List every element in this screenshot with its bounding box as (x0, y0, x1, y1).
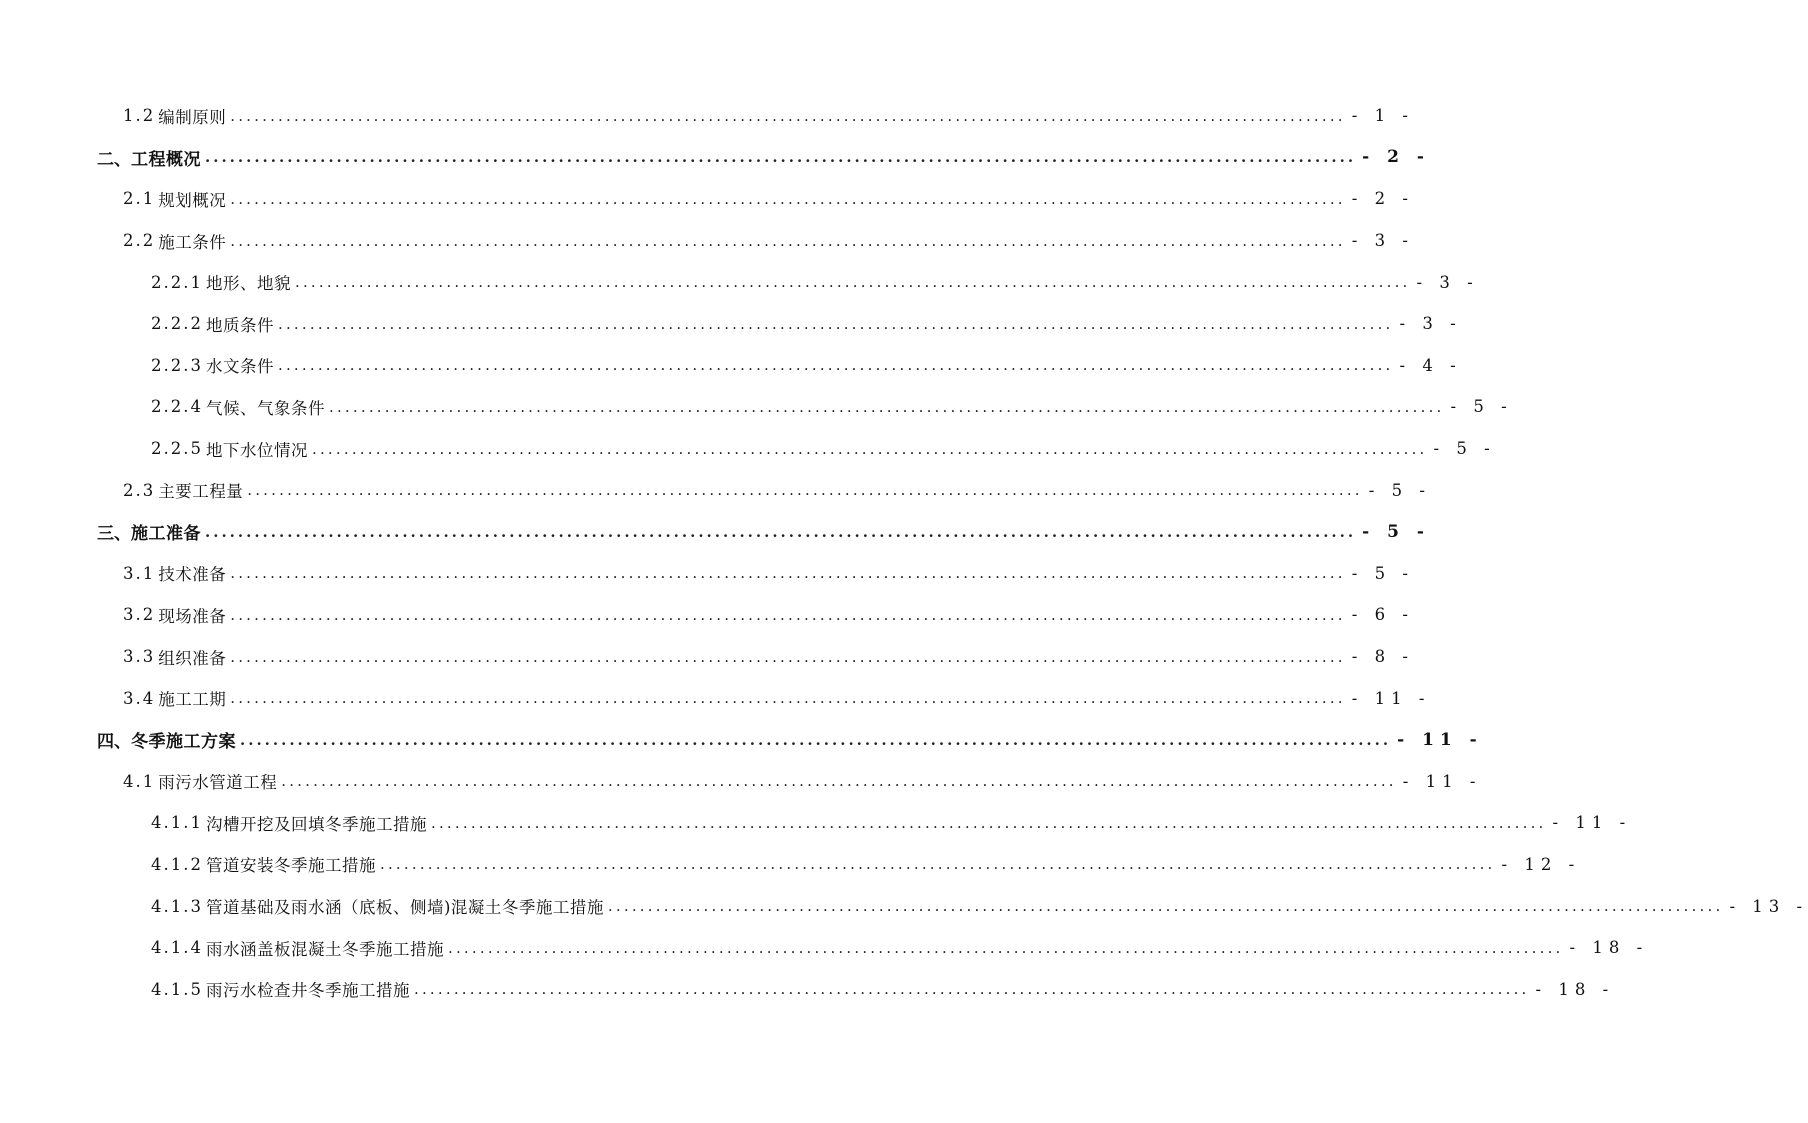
dot-leader: ............................................................................................................................................ (230, 689, 1346, 708)
toc-entry-page-number: - 11 - (1351, 688, 1431, 708)
toc-entry-number: 3.1 (123, 563, 156, 583)
toc-entry-page-number: - 3 - (1399, 314, 1462, 334)
toc-entry[interactable] (0, 719, 1483, 761)
dot-leader: ............................................................................................................................................ (230, 189, 1346, 208)
toc-entry[interactable] (0, 677, 1431, 719)
toc-entry[interactable] (0, 885, 1808, 927)
toc-entry-page-number: - 2 - (1351, 189, 1414, 209)
dot-leader: ............................................................................................................................................ (277, 314, 1394, 333)
dot-leader: ............................................................................................................................................ (247, 481, 1363, 500)
toc-entry-number: 2.2.1 (151, 272, 203, 292)
toc-entry[interactable] (0, 261, 1479, 303)
toc-entry-number: 2.2.2 (151, 314, 203, 334)
toc-entry-title: 雨水涵盖板混凝土冬季施工措施 (205, 939, 444, 959)
toc-entry-page-number: - 3 - (1416, 272, 1479, 292)
toc-entry-title: 冬季施工方案 (131, 732, 236, 753)
toc-entry[interactable] (0, 95, 1414, 137)
toc-entry[interactable] (0, 968, 1615, 1010)
toc-entry-title: 管道基础及雨水涵（底板、侧墙)混凝土冬季施工措施 (205, 898, 604, 918)
toc-entry-title: 雨污水管道工程 (158, 773, 278, 793)
toc-entry-page-number: - 5 - (1433, 439, 1496, 459)
toc-entry[interactable] (0, 428, 1496, 470)
dot-leader: ............................................................................................................................................ (277, 356, 1394, 375)
toc-entry-title: 规划概况 (158, 190, 227, 210)
toc-entry-title: 沟槽开挖及回填冬季施工措施 (205, 814, 427, 834)
toc-entry[interactable] (0, 137, 1430, 179)
toc-entry[interactable] (0, 303, 1462, 345)
toc-entry[interactable] (0, 927, 1649, 969)
toc-entry-number: 4.1.5 (151, 979, 203, 999)
dot-leader: ............................................................................................................................................ (413, 980, 1530, 999)
dot-leader: ............................................................................................................................................ (230, 605, 1346, 624)
toc-entry-number: 4.1 (123, 771, 156, 791)
toc-entry-number: 2.2.4 (151, 397, 203, 417)
toc-entry[interactable] (0, 469, 1431, 511)
dot-leader: ............................................................................................................................................ (230, 106, 1346, 125)
toc-entry[interactable] (0, 511, 1430, 553)
toc-entry-number: 4.1.4 (151, 938, 203, 958)
toc-entry-title: 地形、地貌 (205, 274, 291, 294)
toc-entry-number: 2.2.5 (151, 439, 203, 459)
dot-leader: ............................................................................................................................................ (205, 522, 1357, 541)
toc-entry-title: 雨污水检查井冬季施工措施 (205, 981, 410, 1001)
toc-entry-title: 施工准备 (131, 524, 201, 545)
table-of-contents (0, 95, 1808, 1010)
dot-leader: ............................................................................................................................................ (240, 730, 1392, 749)
toc-entry-title: 工程概况 (131, 149, 201, 170)
toc-entry-title: 组织准备 (158, 648, 227, 668)
dot-leader: ............................................................................................................................................ (205, 148, 1357, 167)
toc-entry-number: 2.3 (123, 480, 156, 500)
toc-entry-title: 施工条件 (158, 232, 227, 252)
toc-entry-page-number: - 11 - (1397, 729, 1483, 750)
dot-leader: ............................................................................................................................................ (230, 564, 1346, 583)
toc-entry[interactable] (0, 553, 1414, 595)
toc-entry-page-number: - 12 - (1501, 854, 1581, 874)
toc-entry-title: 主要工程量 (158, 482, 244, 502)
toc-entry-title: 地质条件 (205, 315, 274, 335)
toc-entry-number: 2.2.3 (151, 355, 203, 375)
dot-leader: ............................................................................................................................................ (328, 397, 1445, 416)
dot-leader: ............................................................................................................................................ (607, 897, 1724, 916)
toc-entry-page-number: - 5 - (1362, 521, 1430, 542)
toc-entry-number: 二、 (97, 149, 131, 170)
toc-entry-page-number: - 13 - (1729, 896, 1808, 916)
toc-entry-title: 施工工期 (158, 690, 227, 710)
toc-entry-title: 水文条件 (205, 357, 274, 377)
toc-entry-page-number: - 18 - (1535, 979, 1615, 999)
toc-entry[interactable] (0, 844, 1581, 886)
toc-entry-page-number: - 18 - (1569, 938, 1649, 958)
toc-entry-number: 1.2 (123, 106, 156, 126)
toc-entry[interactable] (0, 178, 1414, 220)
toc-entry-number: 四、 (97, 732, 131, 753)
toc-entry-number: 2.2 (123, 231, 156, 251)
dot-leader: ............................................................................................................................................ (430, 813, 1547, 832)
toc-entry[interactable] (0, 636, 1414, 678)
toc-entry-page-number: - 11 - (1552, 813, 1632, 833)
toc-entry-page-number: - 5 - (1351, 563, 1414, 583)
dot-leader: ............................................................................................................................................ (230, 231, 1346, 250)
toc-entry-title: 地下水位情况 (205, 440, 308, 460)
toc-entry-page-number: - 11 - (1402, 771, 1482, 791)
toc-entry-number: 2.1 (123, 189, 156, 209)
toc-entry-number: 3.4 (123, 688, 156, 708)
dot-leader: ............................................................................................................................................ (447, 938, 1564, 957)
toc-entry-number: 3.3 (123, 647, 156, 667)
toc-entry-title: 技术准备 (158, 565, 227, 585)
toc-entry-title: 管道安装冬季施工措施 (205, 856, 376, 876)
toc-entry[interactable] (0, 594, 1414, 636)
dot-leader: ............................................................................................................................................ (281, 772, 1397, 791)
toc-entry[interactable] (0, 220, 1414, 262)
toc-entry-page-number: - 5 - (1368, 480, 1431, 500)
toc-entry-title: 气候、气象条件 (205, 398, 325, 418)
toc-entry-page-number: - 3 - (1351, 231, 1414, 251)
toc-entry-page-number: - 1 - (1351, 106, 1414, 126)
dot-leader: ............................................................................................................................................ (294, 273, 1411, 292)
toc-entry-title: 编制原则 (158, 107, 227, 127)
toc-entry-title: 现场准备 (158, 606, 227, 626)
toc-entry-page-number: - 8 - (1351, 647, 1414, 667)
dot-leader: ............................................................................................................................................ (230, 647, 1346, 666)
dot-leader: ............................................................................................................................................ (311, 439, 1428, 458)
toc-entry[interactable] (0, 761, 1482, 803)
toc-entry-page-number: - 4 - (1399, 355, 1462, 375)
toc-entry-page-number: - 5 - (1450, 397, 1513, 417)
toc-entry-number: 4.1.1 (151, 813, 203, 833)
toc-entry-number: 4.1.3 (151, 896, 203, 916)
toc-entry-number: 4.1.2 (151, 854, 203, 874)
toc-entry[interactable] (0, 345, 1462, 387)
toc-entry-page-number: - 6 - (1351, 605, 1414, 625)
toc-entry-number: 三、 (97, 524, 131, 545)
toc-entry[interactable] (0, 386, 1513, 428)
dot-leader: ............................................................................................................................................ (379, 855, 1496, 874)
toc-entry[interactable] (0, 802, 1632, 844)
toc-entry-number: 3.2 (123, 605, 156, 625)
toc-entry-page-number: - 2 - (1362, 147, 1430, 168)
